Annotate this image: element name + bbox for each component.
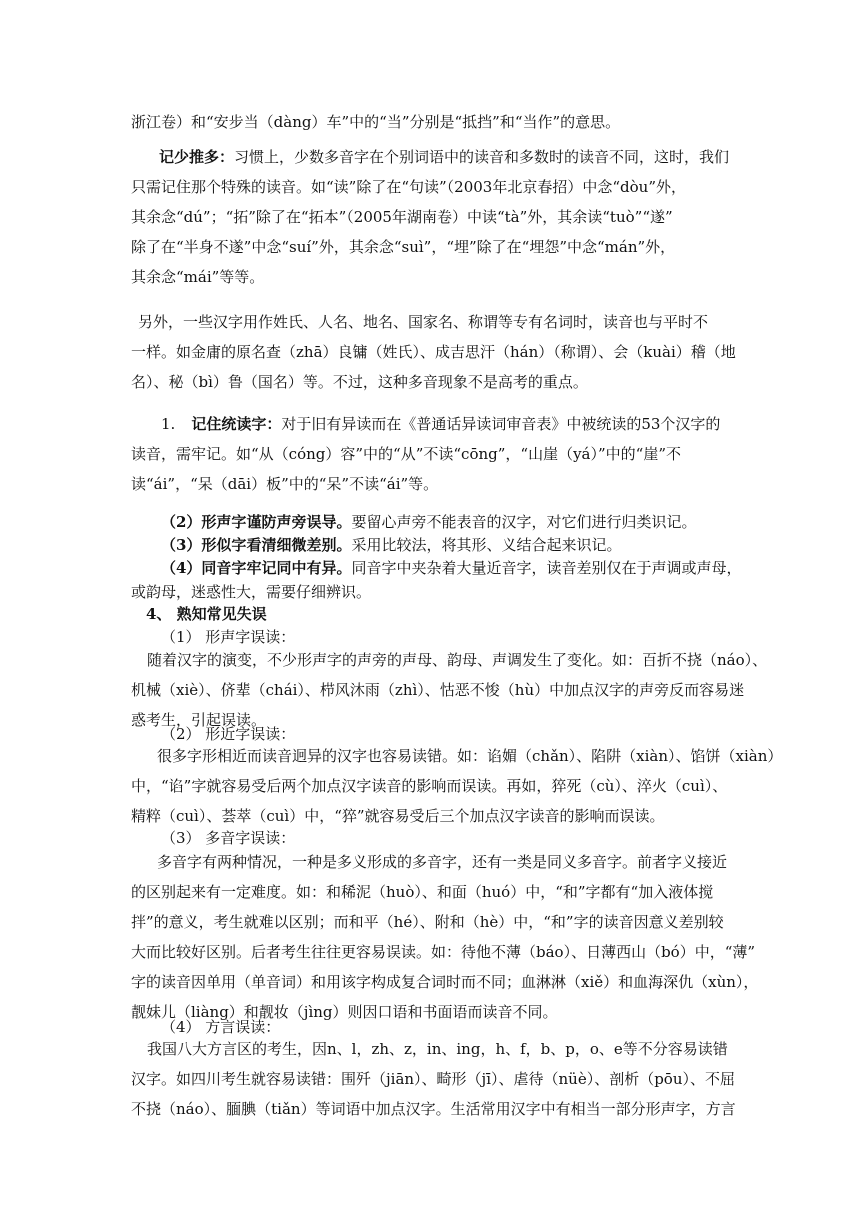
paragraph-intro-continuation — [131, 107, 731, 137]
paragraph-xing-si-zi — [131, 533, 731, 557]
text-line: 汉字。如四川考生就容易读错：围歼（jiān）、畸形（jī）、虐待（nüè）、剖析（pōu）、不屈 — [131, 1070, 735, 1088]
paragraph-tong-du-zi — [131, 409, 731, 499]
subsection-heading: （2） 形近字误读： — [161, 725, 296, 743]
paragraph-lead: （4）同音字牢记同中有异。 — [161, 559, 352, 577]
text-line: 靓妹儿（liàng）和靓妆（jìng）则因口语和书面语而读音不同。 — [131, 1003, 558, 1021]
text-line: 很多字形相近而读音迥异的汉字也容易读错。如：谄媚（chǎn）、陷阱（xiàn）、馅饼（xiàn） — [157, 747, 783, 765]
paragraph-xing-sheng-zi — [131, 510, 731, 534]
text-line: 或韵母，迷惑性大，需要仔细辨识。 — [131, 583, 372, 601]
text-line: 浙江卷）和“安步当（dàng）车”中的“当”分别是“抵挡”和“当作”的意思。 — [131, 113, 621, 131]
text-line: 机械（xiè）、侪辈（chái）、栉风沐雨（zhì）、怙恶不悛（hù）中加点汉字的声旁反而容易迷 — [131, 681, 745, 699]
text-line: 惑考生，引起误读。 — [131, 711, 267, 729]
text-line: 我国八大方言区的考生，因n、l，zh、z，in、ing，h、f，b、p，o、e等不分容易读错 — [147, 1040, 728, 1058]
paragraph-lead: （3）形似字看清细微差别。 — [161, 536, 352, 554]
paragraph-lead: 记住统读字： — [191, 415, 282, 433]
text-line: 读“ái”，“呆（dāi）板”中的“呆”不读“ái”等。 — [131, 475, 439, 493]
text-line: 多音字有两种情况，一种是多义形成的多音字，还有一类是同义多音字。前者字义接近 — [157, 853, 728, 871]
paragraph-tong-yin-zi — [131, 556, 742, 604]
text-line: 一样。如金庸的原名查（zhā）良镛（姓氏）、成吉思汗（hán）（称谓）、会（kuài）稽（地 — [131, 343, 736, 361]
text-line: 随着汉字的演变，不少形声字的声旁的声母、韵母、声调发生了变化。如：百折不挠（náo）、 — [147, 651, 768, 669]
paragraph-duo-yin-wu-du — [131, 847, 759, 1027]
text-line: 另外，一些汉字用作姓氏、人名、地名、国家名、称谓等专有名词时，读音也与平时不 — [138, 313, 709, 331]
subsection-heading: （4） 方言误读： — [161, 1018, 281, 1036]
section-heading: 4、 熟知常见失误 — [146, 605, 267, 623]
subsection-heading: （1） 形声字误读： — [161, 628, 296, 646]
text-line: 拌”的意义，考生就难以区别；而和平（hé）、附和（hè）中，“和”字的读音因意义差别较 — [131, 913, 724, 931]
text-line: 同音字中夹杂着大量近音字，读音差别仅在于声调或声母， — [351, 559, 742, 577]
text-line: 精粹（cuì）、荟萃（cuì）中，“猝”就容易受后三个加点汉字读音的影响而误读。 — [131, 807, 665, 825]
text-line: 要留心声旁不能表音的汉字，对它们进行归类识记。 — [351, 513, 697, 531]
text-line: 对于旧有异读而在《普通话异读词审音表》中被统读的53个汉字的 — [281, 415, 721, 433]
text-line: 习惯上，少数多音字在个别词语中的读音和多数时的读音不同，这时，我们 — [234, 148, 730, 166]
text-line: 中，“谄”字就容易受后两个加点汉字读音的影响而误读。再如，猝死（cù）、淬火（cuì）、 — [131, 777, 728, 795]
text-line: 采用比较法，将其形、义结合起来识记。 — [351, 536, 622, 554]
text-line: 只需记住那个特殊的读音。如“读”除了在“句读”（2003年北京春招）中念“dòu”外， — [131, 178, 686, 196]
paragraph-xing-jin-wu-du — [131, 741, 783, 831]
paragraph-ji-shao-tui-duo — [131, 142, 731, 292]
text-line: 字的读音因单用（单音词）和用该字构成复合词时而不同；血淋淋（xiě）和血海深仇（xùn）， — [131, 973, 759, 991]
paragraph-proper-nouns — [131, 307, 736, 397]
text-line: 的区别起来有一定难度。如：和稀泥（huò）、和面（huó）中，“和”字都有“加入液体搅 — [131, 883, 714, 901]
text-line: 读音，需牢记。如“从（cóng）容”中的“从”不读“cōng”，“山崖（yá）”中的“崖”不 — [131, 445, 681, 463]
text-line: 名）、秘（bì）鲁（国名）等。不过，这种多音现象不是高考的重点。 — [131, 373, 588, 391]
paragraph-lead: 记少推多： — [159, 148, 235, 166]
text-line: 除了在“半身不遂”中念“suí”外，其余念“suì”，“埋”除了在“埋怨”中念“mán”外， — [131, 238, 676, 256]
text-line: 其余念“dú”；“拓”除了在“拓本”（2005年湖南卷）中读“tà”外，其余读“tuò”“遂” — [131, 208, 673, 226]
text-line: 不挠（náo）、腼腆（tiǎn）等词语中加点汉字。生活常用汉字中有相当一部分形声字，方言 — [131, 1100, 736, 1118]
text-line: 大而比较好区别。后者考生往往更容易误读。如：待他不薄（báo）、日薄西山（bó）中，“薄” — [131, 943, 756, 961]
paragraph-fang-yan-wu-du — [131, 1034, 736, 1124]
paragraph-lead: （2）形声字谨防声旁误导。 — [161, 513, 352, 531]
subsection-heading: （3） 多音字误读： — [161, 829, 296, 847]
text-line: 其余念“mái”等等。 — [131, 268, 265, 286]
list-number: 1. — [161, 415, 176, 433]
